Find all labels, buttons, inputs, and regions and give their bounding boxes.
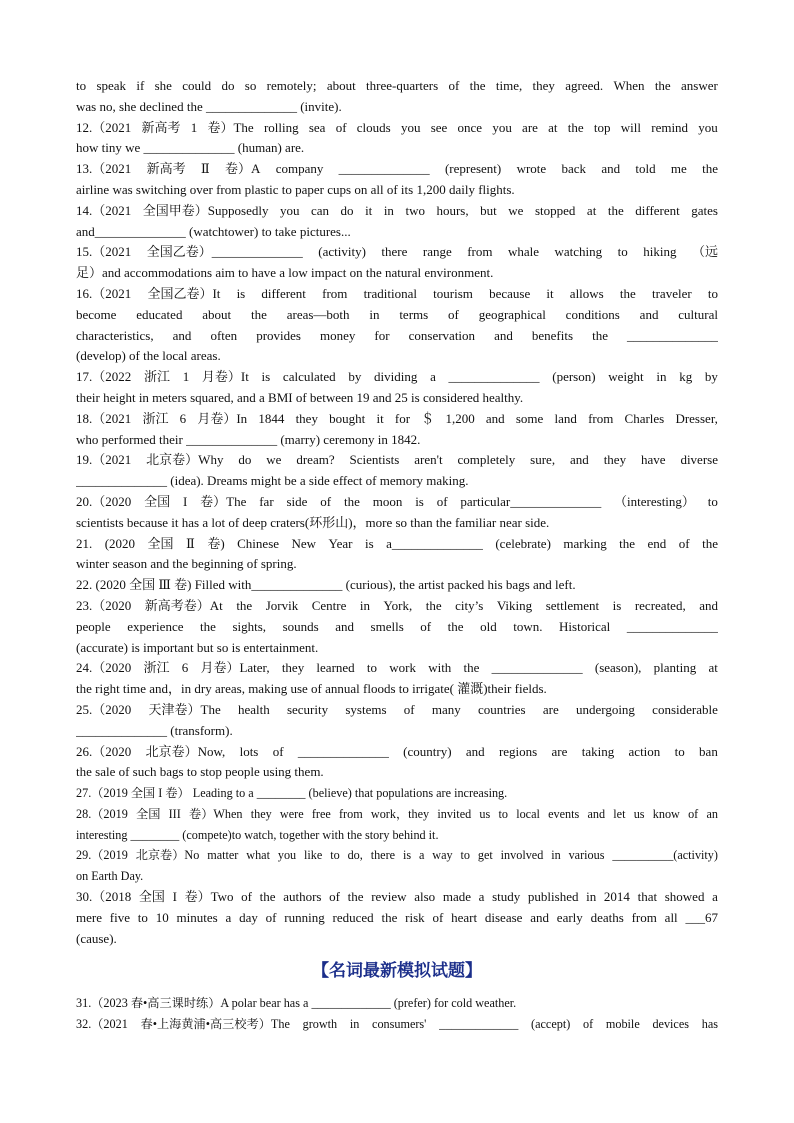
text-line: (cause). — [76, 930, 117, 946]
text-line: 16.（2021 全国乙卷）It is different from traditional tourism because it allows the traveler to — [76, 285, 718, 301]
text-line: 17.（2022 浙江 1 月卷）It is calculated by dividing a ______________ (person) weight in kg by — [76, 369, 718, 385]
text-line: interesting ________ (compete)to watch, together with the story behind it. — [76, 827, 439, 842]
text-line: was no, she declined the ______________ (invite). — [76, 98, 342, 114]
text-line: mere five to 10 minutes a day of running reduced the risk of heart disease and early deaths from all ___67 — [76, 909, 718, 925]
text-line: (develop) of the local areas. — [76, 348, 221, 364]
text-line: and______________ (watchtower) to take pictures... — [76, 223, 351, 239]
section-title: 【名词最新模拟试题】 — [312, 961, 482, 982]
text-line: 26.（2020 北京卷）Now, lots of ______________ (country) and regions are taking action to ban — [76, 743, 718, 759]
text-line: 30.（2018 全国 I 卷）Two of the authors of the review also made a study published in 2014 that showed a — [76, 889, 718, 905]
text-line: 21. (2020 全国 Ⅱ 卷) Chinese New Year is a______________ (celebrate) marking the end of the — [76, 535, 718, 551]
text-line: 25.（2020 天津卷）The health security systems of many countries are undergoing considerable — [76, 701, 718, 717]
text-line: 20.（2020 全国 I 卷）The far side of the moon is of particular______________ （interesting） to — [76, 493, 718, 509]
text-line: on Earth Day. — [76, 869, 144, 884]
text-line: characteristics, and often provides money for conservation and benefits the ______________ — [76, 327, 718, 343]
text-line: people experience the sights, sounds and smells of the old town. Historical ______________ — [76, 618, 718, 634]
text-line: the sale of such bags to stop people using them. — [76, 764, 324, 780]
text-line: 14.（2021 全国甲卷）Supposedly you can do it in two hours, but we stopped at the different gates — [76, 202, 718, 218]
text-line: ______________ (transform). — [76, 722, 233, 738]
text-line: 13.（2021 新高考 Ⅱ 卷）A company ______________ (represent) wrote back and told me the — [76, 161, 718, 177]
text-line: ______________ (idea). Dreams might be a side effect of memory making. — [76, 473, 469, 489]
text-line: their height in meters squared, and a BMI of between 19 and 25 is considered healthy. — [76, 389, 524, 405]
question-block — [76, 76, 718, 949]
text-line: 31.（2023 春•高三课时练）A polar bear has a _____________ (prefer) for cold weather. — [76, 996, 517, 1011]
text-line: how tiny we ______________ (human) are. — [76, 140, 305, 156]
text-line: the right time and，in dry areas, making use of annual floods to irrigate( 灌溉)their fields. — [76, 681, 547, 697]
question-block-simulation — [76, 993, 718, 1035]
text-line: 12.（2021 新高考 1 卷）The rolling sea of clouds you see once you are at the top will remind you — [76, 119, 718, 135]
text-line: 32.（2021 春•上海黄浦•高三校考）The growth in consumers' _____________ (accept) of mobile devices has — [76, 1017, 718, 1032]
text-line: 23.（2020 新高考卷）At the Jorvik Centre in York, the city’s Viking settlement is recreated, and — [76, 597, 718, 613]
text-line: become educated about the areas—both in terms of geographical conditions and cultural — [76, 306, 718, 322]
text-line: winter season and the beginning of spring. — [76, 556, 297, 572]
text-line: 24.（2020 浙江 6 月卷）Later, they learned to work with the ______________ (season), planting at — [76, 660, 718, 676]
text-line: to speak if she could do so remotely; about three-quarters of the time, they agreed. When the answer — [76, 78, 718, 93]
document-page — [76, 76, 718, 1035]
text-line: scientists because it has a lot of deep craters(环形山)，more so than the familiar near side. — [76, 514, 550, 530]
text-line: 19.（2021 北京卷）Why do we dream? Scientists aren't completely sure, and they have diverse — [76, 452, 718, 468]
text-line: 足）and accommodations aim to have a low impact on the natural environment. — [76, 265, 494, 281]
text-line: 22. (2020 全国 Ⅲ 卷) Filled with______________ (curious), the artist packed his bags and left. — [76, 577, 576, 593]
text-line: 29.（2019 北京卷）No matter what you like to do, there is a way to get involved in various __________(activity) — [76, 848, 718, 863]
text-line: 18.（2021 浙江 6 月卷）In 1844 they bought it for ＄ 1,200 and some land from Charles Dresser, — [76, 410, 718, 426]
text-line: 15.（2021 全国乙卷）______________ (activity) there range from whale watching to hiking （远 — [76, 244, 718, 260]
text-line: 27.（2019 全国 I 卷） Leading to a ________ (believe) that populations are increasing. — [76, 786, 508, 801]
text-line: who performed their ______________ (marry) ceremony in 1842. — [76, 431, 421, 447]
text-line: airline was switching over from plastic to paper cups on all of its 1,200 daily flights. — [76, 181, 515, 197]
text-line: (accurate) is important but so is entertainment. — [76, 639, 319, 655]
text-line: 28.（2019 全国 III 卷）When they were free from work，they invited us to local events and let us know of an — [76, 806, 718, 821]
